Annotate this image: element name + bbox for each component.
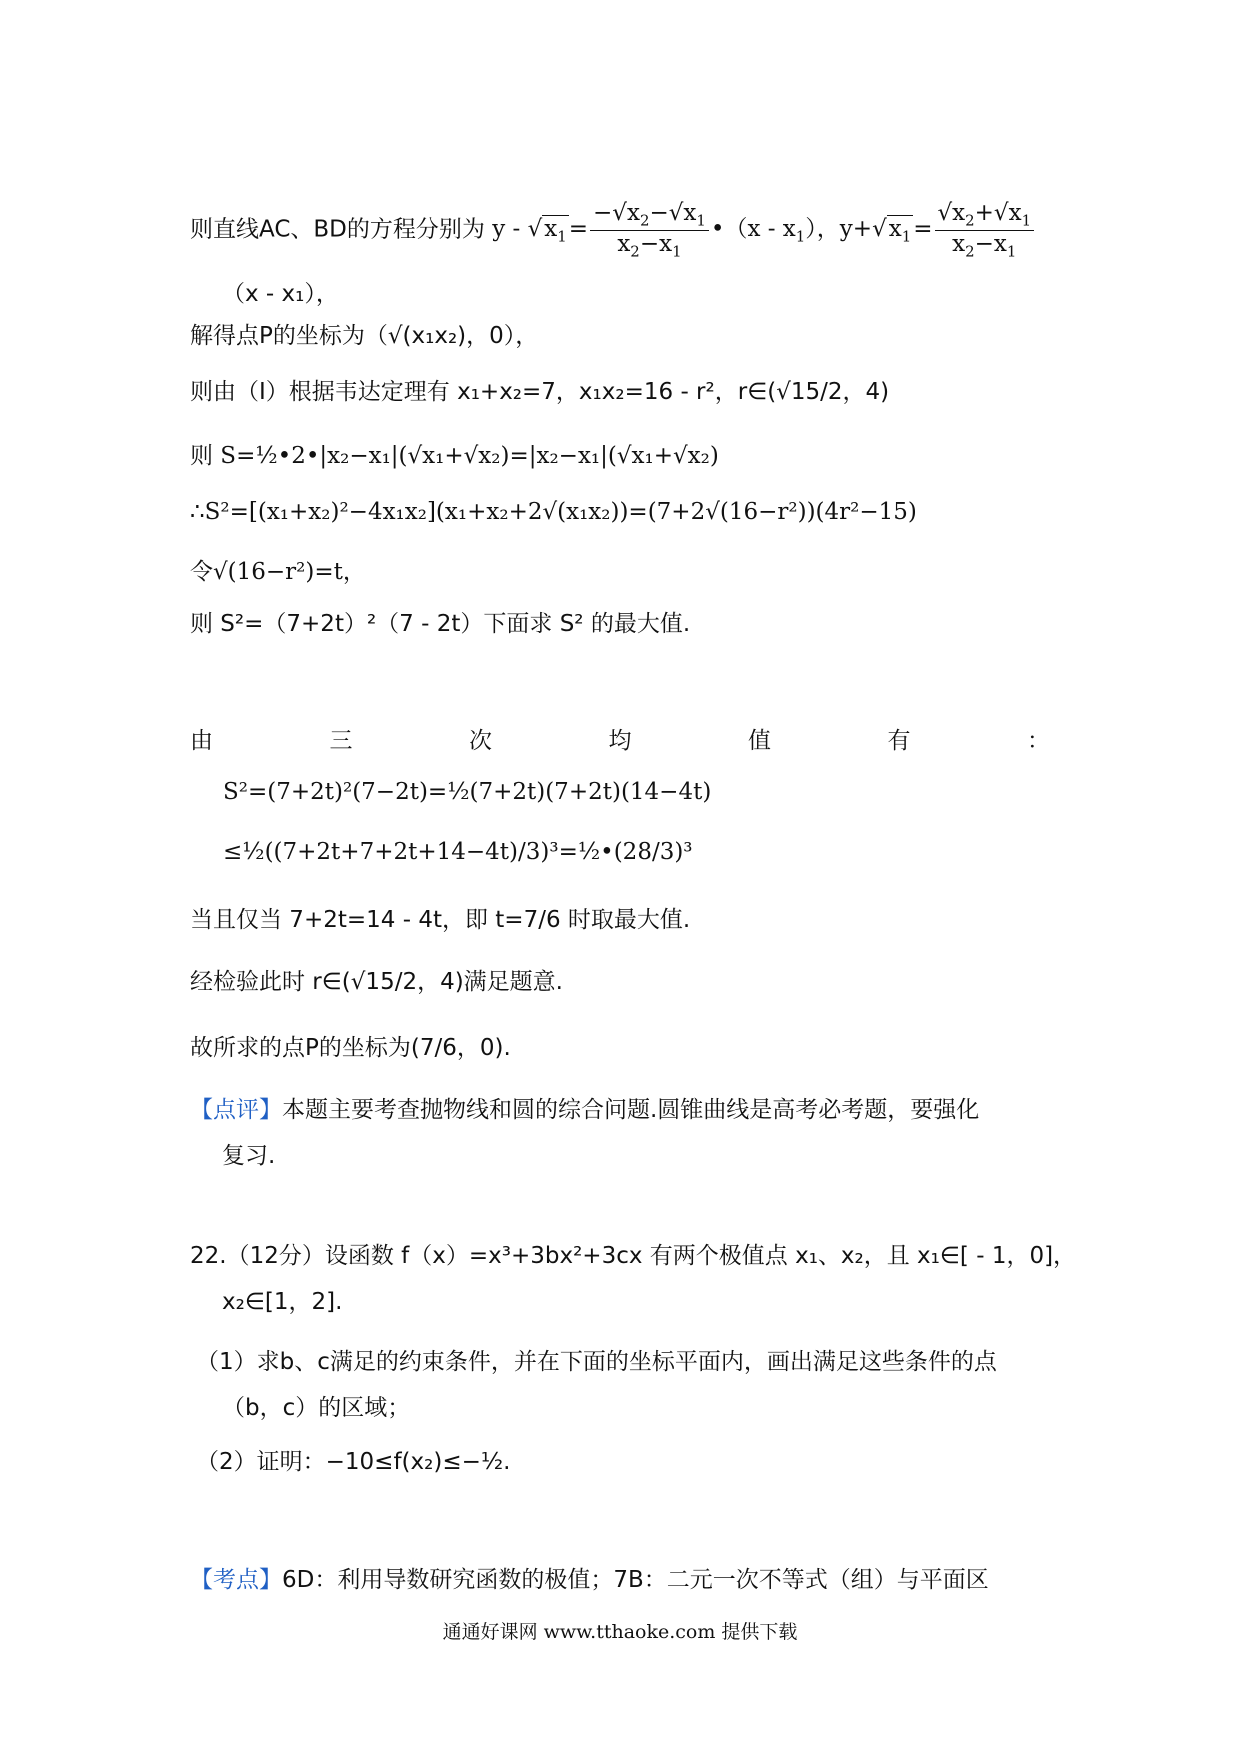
line-answer-p: 故所求的点P的坐标为(7/6，0).: [190, 1035, 511, 1061]
equation-ac-bd: $y - √x_1=$ $\frac{-√x_2-√x_1}{x_2-x_1}$ •（x - $x_1$），$y+√x_1=$ $\frac{√x_2+√x_1}{x_2-x_1}$: [492, 216, 1036, 242]
line-area-s: 则 S=½•2•|x₂−x₁|(√x₁+√x₂)=|x₂−x₁|(√x₁+√x₂): [190, 443, 719, 469]
line-continued-factor: （x - x₁），: [222, 281, 339, 307]
line-equality-condition: 当且仅当 7+2t=14 - 4t，即 t=7/6 时取最大值.: [190, 907, 691, 933]
line-ac-bd-equations: 则直线AC、BD的方程分别为 $y - √x_1=$ $\frac{-√x_2-√x_1}{x_2-x_1}$ •（x - $x_1$），$y+√x_1=$ $\frac{√x_2+√x_1}{x_2-x_1}$: [190, 200, 1036, 261]
line-comment-cont: 复习.: [222, 1143, 276, 1169]
line-kaodian: 【考点】6D：利用导数研究函数的极值；7B：二元一次不等式（组）与平面区: [190, 1567, 989, 1593]
line-part-1-cont: （b，c）的区域；: [222, 1395, 411, 1421]
line-comment: 【点评】本题主要考查抛物线和圆的综合问题.圆锥曲线是高考必考题，要强化: [190, 1097, 980, 1123]
line-part-2: （2）证明：−10≤f(x₂)≤−½.: [196, 1449, 511, 1475]
line-vieta: 则由（I）根据韦达定理有 x₁+x₂=7，x₁x₂=16 - r²，r∈(√15/2，4): [190, 379, 890, 405]
line-s2-expansion: S²=(7+2t)²(7−2t)=½(7+2t)(7+2t)(14−4t): [223, 779, 712, 805]
line-s-squared: ∴S²=[(x₁+x₂)²−4x₁x₂](x₁+x₂+2√(x₁x₂))=(7+2√(16−r²))(4r²−15): [190, 499, 917, 525]
comment-tag: 【点评】: [190, 1097, 282, 1123]
line-s2-max-goal: 则 S²=（7+2t）²（7 - 2t）下面求 S² 的最大值.: [190, 611, 691, 637]
line-problem-22-cont: x₂∈[1，2].: [222, 1289, 343, 1315]
line-am-gm-heading: 由 三 次 均 值 有 ：: [190, 728, 1050, 754]
line-part-1: （1）求b、c满足的约束条件，并在下面的坐标平面内，画出满足这些条件的点: [196, 1349, 997, 1375]
line-am-gm-inequality: ≤½((7+2t+7+2t+14−4t)/3)³=½•(28/3)³: [223, 839, 693, 865]
page-footer: 通通好课网 www.tthaoke.com 提供下载: [442, 1621, 798, 1643]
line-check-r: 经检验此时 r∈(√15/2，4)满足题意.: [190, 969, 563, 995]
line-problem-22: 22.（12分）设函数 f（x）=x³+3bx²+3cx 有两个极值点 x₁、x₂，且 x₁∈[ - 1，0]，: [190, 1243, 1077, 1269]
line-point-p: 解得点P的坐标为（√(x₁x₂)，0），: [190, 323, 539, 349]
kaodian-tag: 【考点】: [190, 1567, 282, 1593]
line-substitution-t: 令√(16−r²)=t，: [190, 559, 366, 585]
